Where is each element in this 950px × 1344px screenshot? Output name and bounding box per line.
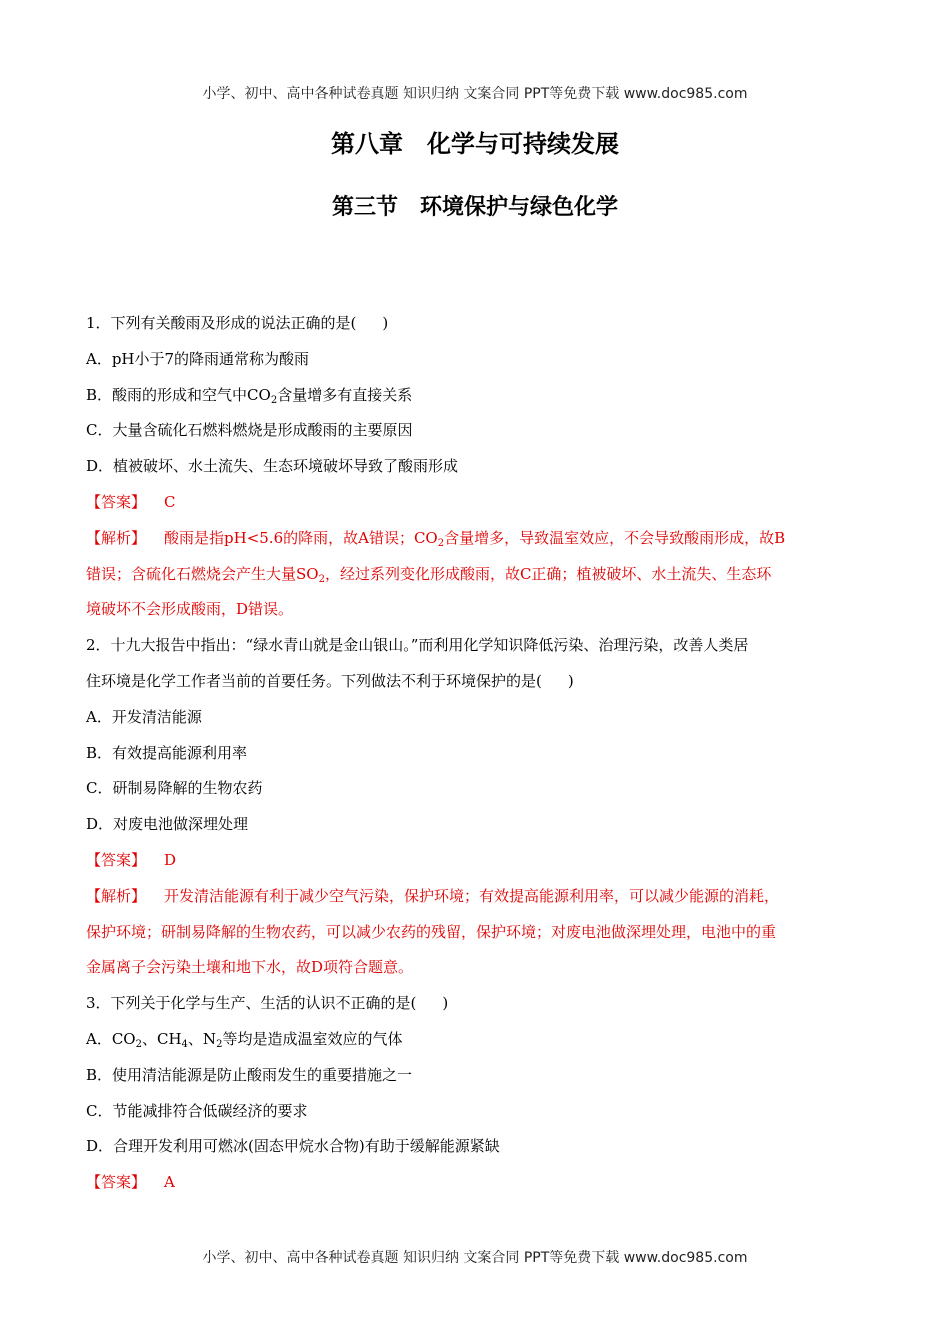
section-title: 第三节 环境保护与绿色化学 — [331, 195, 618, 220]
question-2-option-d: D．对废电池做深埋处理 — [86, 815, 249, 834]
question-3-option-b: B．使用清洁能源是防止酸雨发生的重要措施之一 — [86, 1065, 413, 1084]
question-3-option-c: C．节能减排符合低碳经济的要求 — [86, 1101, 308, 1120]
question-2-analysis-line: 【解析】 开发清洁能源有利于减少空气污染，保护环境；有效提高能源利用率，可以减少能源的消耗， — [86, 886, 780, 905]
question-2-option-c: C．研制易降解的生物农药 — [86, 779, 263, 798]
answer-tag: 【答案】 — [86, 492, 147, 511]
question-3-stem: 3．下列关于化学与生产、生活的认识不正确的是( ) — [86, 994, 449, 1013]
question-1-option-b: B．酸雨的形成和空气中$CO_2$含量增多有直接关系 — [86, 385, 413, 406]
answer-tag: 【答案】 — [86, 850, 147, 869]
question-2-analysis-line: 金属离子会污染土壤和地下水，故D项符合题意。 — [86, 958, 414, 977]
question-1-analysis-line: 错误；含硫化石燃烧会产生大量$SO_2$，经过系列变化形成酸雨，故C正确；植被破坏、水土流失、生态环 — [86, 564, 772, 585]
answer-tag: 【答案】 — [86, 1173, 147, 1192]
question-1-answer: 【答案】 C — [86, 492, 176, 511]
question-1-stem: 1．下列有关酸雨及形成的说法正确的是( ) — [86, 314, 389, 332]
analysis-tag: 【解析】 — [86, 528, 147, 547]
header-banner: 小学、初中、高中各种试卷真题 知识归纳 文案合同 PPT等免费下载 www.doc985.com — [202, 86, 748, 102]
footer-banner: 小学、初中、高中各种试卷真题 知识归纳 文案合同 PPT等免费下载 www.doc985.com — [202, 1250, 748, 1266]
analysis-tag: 【解析】 — [86, 886, 147, 905]
question-1-option-d: D．植被破坏、水土流失、生态环境破坏导致了酸雨形成 — [86, 457, 459, 476]
question-2-stem: 2．十九大报告中指出：“绿水青山就是金山银山。”而利用化学知识降低污染、治理污染，改善人类居 — [86, 636, 749, 655]
question-3-option-a: A．$CO_2$、$CH_4$、$N_2$等均是造成温室效应的气体 — [86, 1029, 403, 1050]
question-3-option-d: D．合理开发利用可燃冰(固态甲烷水合物)有助于缓解能源紧缺 — [86, 1137, 500, 1156]
question-2-analysis-line: 保护环境；研制易降解的生物农药，可以减少农药的残留，保护环境；对废电池做深埋处理，电池中的重 — [86, 922, 777, 941]
question-2-stem: 住环境是化学工作者当前的首要任务。下列做法不利于环境保护的是( ) — [86, 671, 574, 690]
question-1-analysis-line: 【解析】 酸雨是指pH<5.6的降雨，故A错误；$CO_2$含量增多，导致温室效应，不会导致酸雨形成，故B — [86, 528, 786, 549]
question-2-answer: 【答案】 D — [86, 850, 177, 869]
question-1-option-a: A．pH小于7的降雨通常称为酸雨 — [86, 349, 310, 368]
question-3-answer: 【答案】 A — [86, 1173, 175, 1192]
question-content — [86, 306, 868, 1201]
question-1-analysis-line: 境破坏不会形成酸雨，D错误。 — [86, 600, 294, 619]
question-2-option-a: A．开发清洁能源 — [86, 707, 202, 726]
question-1-option-c: C．大量含硫化石燃料燃烧是形成酸雨的主要原因 — [86, 421, 413, 440]
chapter-title: 第八章 化学与可持续发展 — [331, 130, 619, 158]
question-2-option-b: B．有效提高能源利用率 — [86, 743, 248, 762]
